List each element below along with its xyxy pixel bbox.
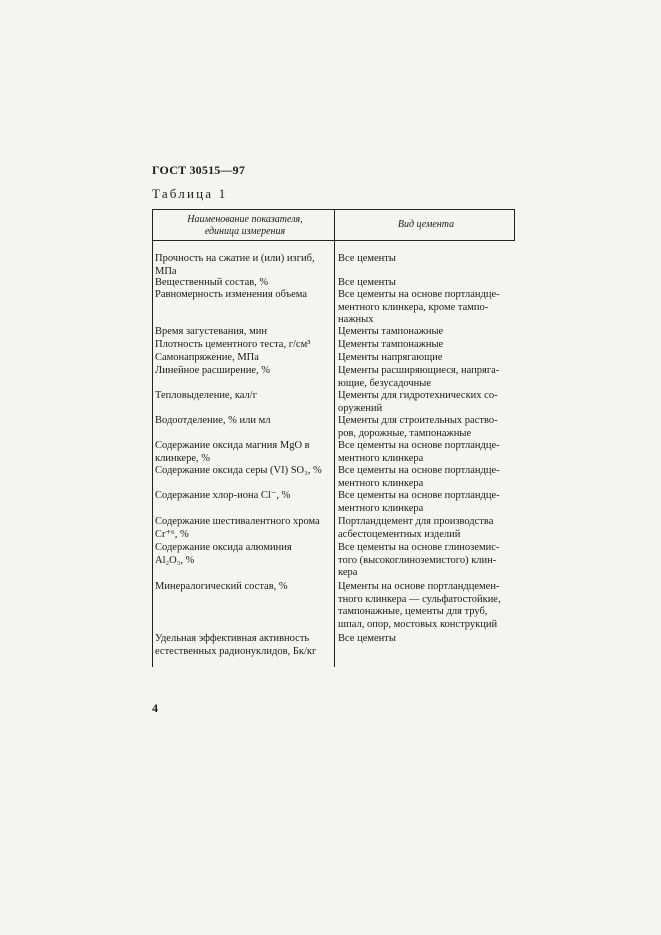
row-13-cement-type: Портландцемент для производства асбестоцементных изделий bbox=[338, 516, 494, 540]
row-10-parameter: Содержание оксида магния MgO в клинкере, % bbox=[155, 440, 310, 464]
table-left-border bbox=[152, 209, 153, 667]
row-15-cement-type: Цементы на основе портландцемен- тного клинкера — сульфатостойкие, тампонажные, цементы для труб, шпал, опор, мостовых конструкций bbox=[338, 581, 501, 630]
row-2-cement-type: Все цементы bbox=[338, 277, 396, 288]
row-10-cement-type: Все цементы на основе портландце- ментного клинкера bbox=[338, 440, 500, 464]
row-2-parameter: Вещественный состав, % bbox=[155, 277, 269, 288]
row-16-cement-type: Все цементы bbox=[338, 633, 396, 644]
row-7-cement-type: Цементы расширяющиеся, напряга- ющие, безусадочные bbox=[338, 365, 500, 389]
table-right-border bbox=[514, 209, 515, 241]
row-15-parameter: Минералогический состав, % bbox=[155, 581, 288, 592]
row-4-cement-type: Цементы тампонажные bbox=[338, 326, 444, 337]
row-8-cement-type: Цементы для гидротехнических со- оружений bbox=[338, 390, 498, 414]
document-header: ГОСТ 30515—97 bbox=[152, 163, 246, 177]
row-9-parameter: Водоотделение, % или мл bbox=[155, 415, 271, 426]
row-12-cement-type: Все цементы на основе портландце- ментного клинкера bbox=[338, 490, 500, 514]
row-14-cement-type: Все цементы на основе глиноземис- того (высокоглиноземистого) клин- кера bbox=[338, 542, 500, 579]
row-12-parameter: Содержание хлор-иона Cl⁻, % bbox=[155, 490, 291, 501]
cement-table bbox=[152, 209, 515, 667]
row-16-parameter: Удельная эффективная активность естественных радионуклидов, Бк/кг bbox=[155, 633, 317, 657]
table-column-divider bbox=[334, 209, 335, 667]
row-9-cement-type: Цементы для строительных раство- ров, дорожные, тампонажные bbox=[338, 415, 498, 439]
row-1-cement-type: Все цементы bbox=[338, 253, 396, 264]
row-13-parameter: Содержание шестивалентного хрома Cr⁺⁶, % bbox=[155, 516, 320, 540]
page-number: 4 bbox=[152, 701, 158, 715]
row-11-parameter: Содержание оксида серы (VI) SO₃, % bbox=[155, 465, 322, 476]
row-7-parameter: Линейное расширение, % bbox=[155, 365, 271, 376]
row-5-cement-type: Цементы тампонажные bbox=[338, 339, 444, 350]
row-3-parameter: Равномерность изменения объема bbox=[155, 289, 308, 300]
table-title: Таблица 1 bbox=[152, 186, 228, 201]
header-cell-parameter: Наименование показателя, единица измерения bbox=[187, 214, 303, 237]
row-1-parameter: Прочность на сжатие и (или) изгиб, МПа bbox=[155, 253, 315, 277]
row-11-cement-type: Все цементы на основе портландце- ментного клинкера bbox=[338, 465, 500, 489]
row-6-parameter: Самонапряжение, МПа bbox=[155, 352, 259, 363]
row-8-parameter: Тепловыделение, кал/г bbox=[155, 390, 258, 401]
row-6-cement-type: Цементы напрягающие bbox=[338, 352, 443, 363]
header-cell-cement-type: Вид цемента bbox=[397, 219, 455, 230]
row-4-parameter: Время загустевания, мин bbox=[155, 326, 267, 337]
row-14-parameter: Содержание оксида алюминия Al₂O₃, % bbox=[155, 542, 292, 566]
row-3-cement-type: Все цементы на основе портландце- ментного клинкера, кроме тампо- нажных bbox=[338, 289, 500, 326]
row-5-parameter: Плотность цементного теста, г/см³ bbox=[155, 339, 311, 350]
